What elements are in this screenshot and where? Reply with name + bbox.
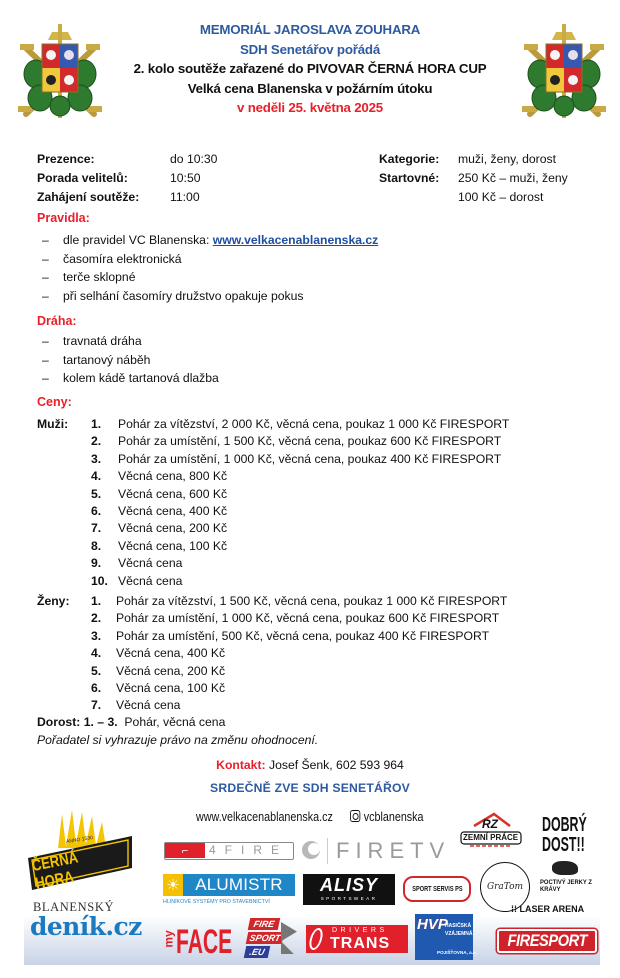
youth-rank: 1. – 3. [83, 715, 118, 729]
list-item: – travnatá dráha [42, 334, 142, 348]
list-item: – dle pravidel VC Blanenska: www.velkacenablanenska.cz [42, 233, 379, 247]
sponsor-laser-arena-logo: ⁞⁞ LASER ARENA [511, 904, 585, 914]
sponsor-zemni-prace-logo: RZ ZEMNÍ PRÁCE [460, 812, 522, 850]
sponsor-hvp-logo: HVP HASIČSKÁ VZÁJEMNÁ POJIŠŤOVNA, a.s. [415, 914, 473, 960]
laser-arena-icon: ⁞⁞ [511, 904, 517, 914]
sponsor-firesport-logo: FIRESPORT [497, 929, 597, 953]
start-value: 11:00 [170, 190, 200, 204]
youth-label: Dorost: [37, 715, 81, 729]
entry-fee-youth: 100 Kč – dorost [458, 190, 544, 204]
disclaimer-note: Pořadatel si vyhrazuje právo na změnu ohodnocení. [37, 733, 319, 747]
sponsor-drivers-trans-logo: DRIVERS TRANS [306, 925, 408, 953]
sponsor-alisy-logo: ALISY SPORTSWEAR [303, 874, 395, 905]
youth-prizes [37, 715, 225, 729]
event-date: v neděli 25. května 2025 [237, 100, 383, 115]
briefing-label: Porada velitelů: [37, 171, 128, 185]
instagram-icon [350, 810, 360, 822]
cow-silhouette-icon [552, 861, 578, 875]
competition-name: Velká cena Blanenska v požárním útoku [187, 80, 433, 96]
sponsor-denik-logo: deník.cz [30, 912, 142, 941]
cup-round-line: 2. kolo soutěže zařazené do PIVOVAR ČERNÁ HORA CUP [133, 61, 487, 76]
rules-title: Pravidla: [37, 211, 90, 225]
sponsor-firetv-logo: FIRETV [302, 838, 442, 864]
sponsor-sport-servis-logo: SPORT SERVIS PS [403, 876, 471, 902]
list-item: – kolem kádě tartanová dlažba [42, 371, 219, 385]
prizes-title: Ceny: [37, 395, 72, 409]
sponsor-gratom-logo: GraTom [480, 862, 530, 912]
rules-website-link[interactable]: www.velkacenablanenska.cz [212, 233, 379, 247]
track-list [42, 332, 219, 388]
sponsor-dobry-dost-logo: DOBRÝ DOST!! POCTIVÝ JERKY Z KRÁVY [540, 814, 592, 893]
rules-list [42, 231, 378, 305]
sponsor-firesport-eu-logo: FIRE SPORT .EU [245, 918, 297, 962]
sponsor-myface-logo: my FACE [161, 923, 233, 961]
entry-fee-adults: 250 Kč – muži, ženy [458, 171, 568, 185]
fire-brigade-crest-icon [16, 18, 104, 122]
categories-label: Kategorie: [379, 152, 440, 166]
men-label: Muži: [37, 417, 69, 431]
start-label: Zahájení soutěže: [37, 190, 140, 204]
contact-line [0, 758, 620, 772]
memorial-title: MEMORIÁL JAROSLAVA ZOUHARA [199, 22, 421, 37]
track-title: Dráha: [37, 314, 77, 328]
invitation-line: SRDEČNĚ ZVE SDH SENETÁŘOV [209, 781, 411, 795]
sponsor-cerna-hora-logo: ANNO 1530 ČERNÁ HORA [28, 808, 132, 890]
women-label: Ženy: [37, 594, 70, 608]
contact-label: Kontakt: [216, 758, 266, 772]
sponsor-alumistr-logo: ☀ ALUMISTR HLINÍKOVÉ SYSTÉMY PRO STAVEBNICTVÍ [163, 874, 295, 910]
categories-value: muži, ženy, dorost [458, 152, 556, 166]
fire-brigade-crest-icon [520, 18, 608, 122]
entry-fee-label: Startovné: [379, 171, 440, 185]
registration-value: do 10:30 [170, 152, 218, 166]
sun-icon: ☀ [163, 874, 183, 896]
list-item: – tartanový náběh [42, 352, 151, 367]
drivers-trans-o-icon [307, 928, 324, 950]
instagram-handle[interactable]: vcblanenska [350, 810, 424, 824]
list-item: – časomíra elektronická [42, 251, 182, 266]
contact-value: Josef Šenk, 602 593 964 [268, 758, 404, 772]
sponsor-denik-top: BLANENSKÝ [33, 900, 115, 914]
list-item: – při selhání časomíry družstvo opakuje pokus [42, 288, 304, 303]
registration-label: Prezence: [37, 152, 95, 166]
event-header [100, 20, 520, 118]
footer-website-link[interactable]: www.velkacenablanenska.cz [196, 810, 333, 824]
organizer-line: SDH Senetářov pořádá [239, 41, 381, 57]
sponsor-4fire-logo: ⌐ 4FIRE [164, 842, 294, 860]
briefing-value: 10:50 [170, 171, 201, 185]
youth-prize-text: Pohár, věcná cena [124, 715, 226, 729]
list-item: – terče sklopné [42, 270, 136, 284]
